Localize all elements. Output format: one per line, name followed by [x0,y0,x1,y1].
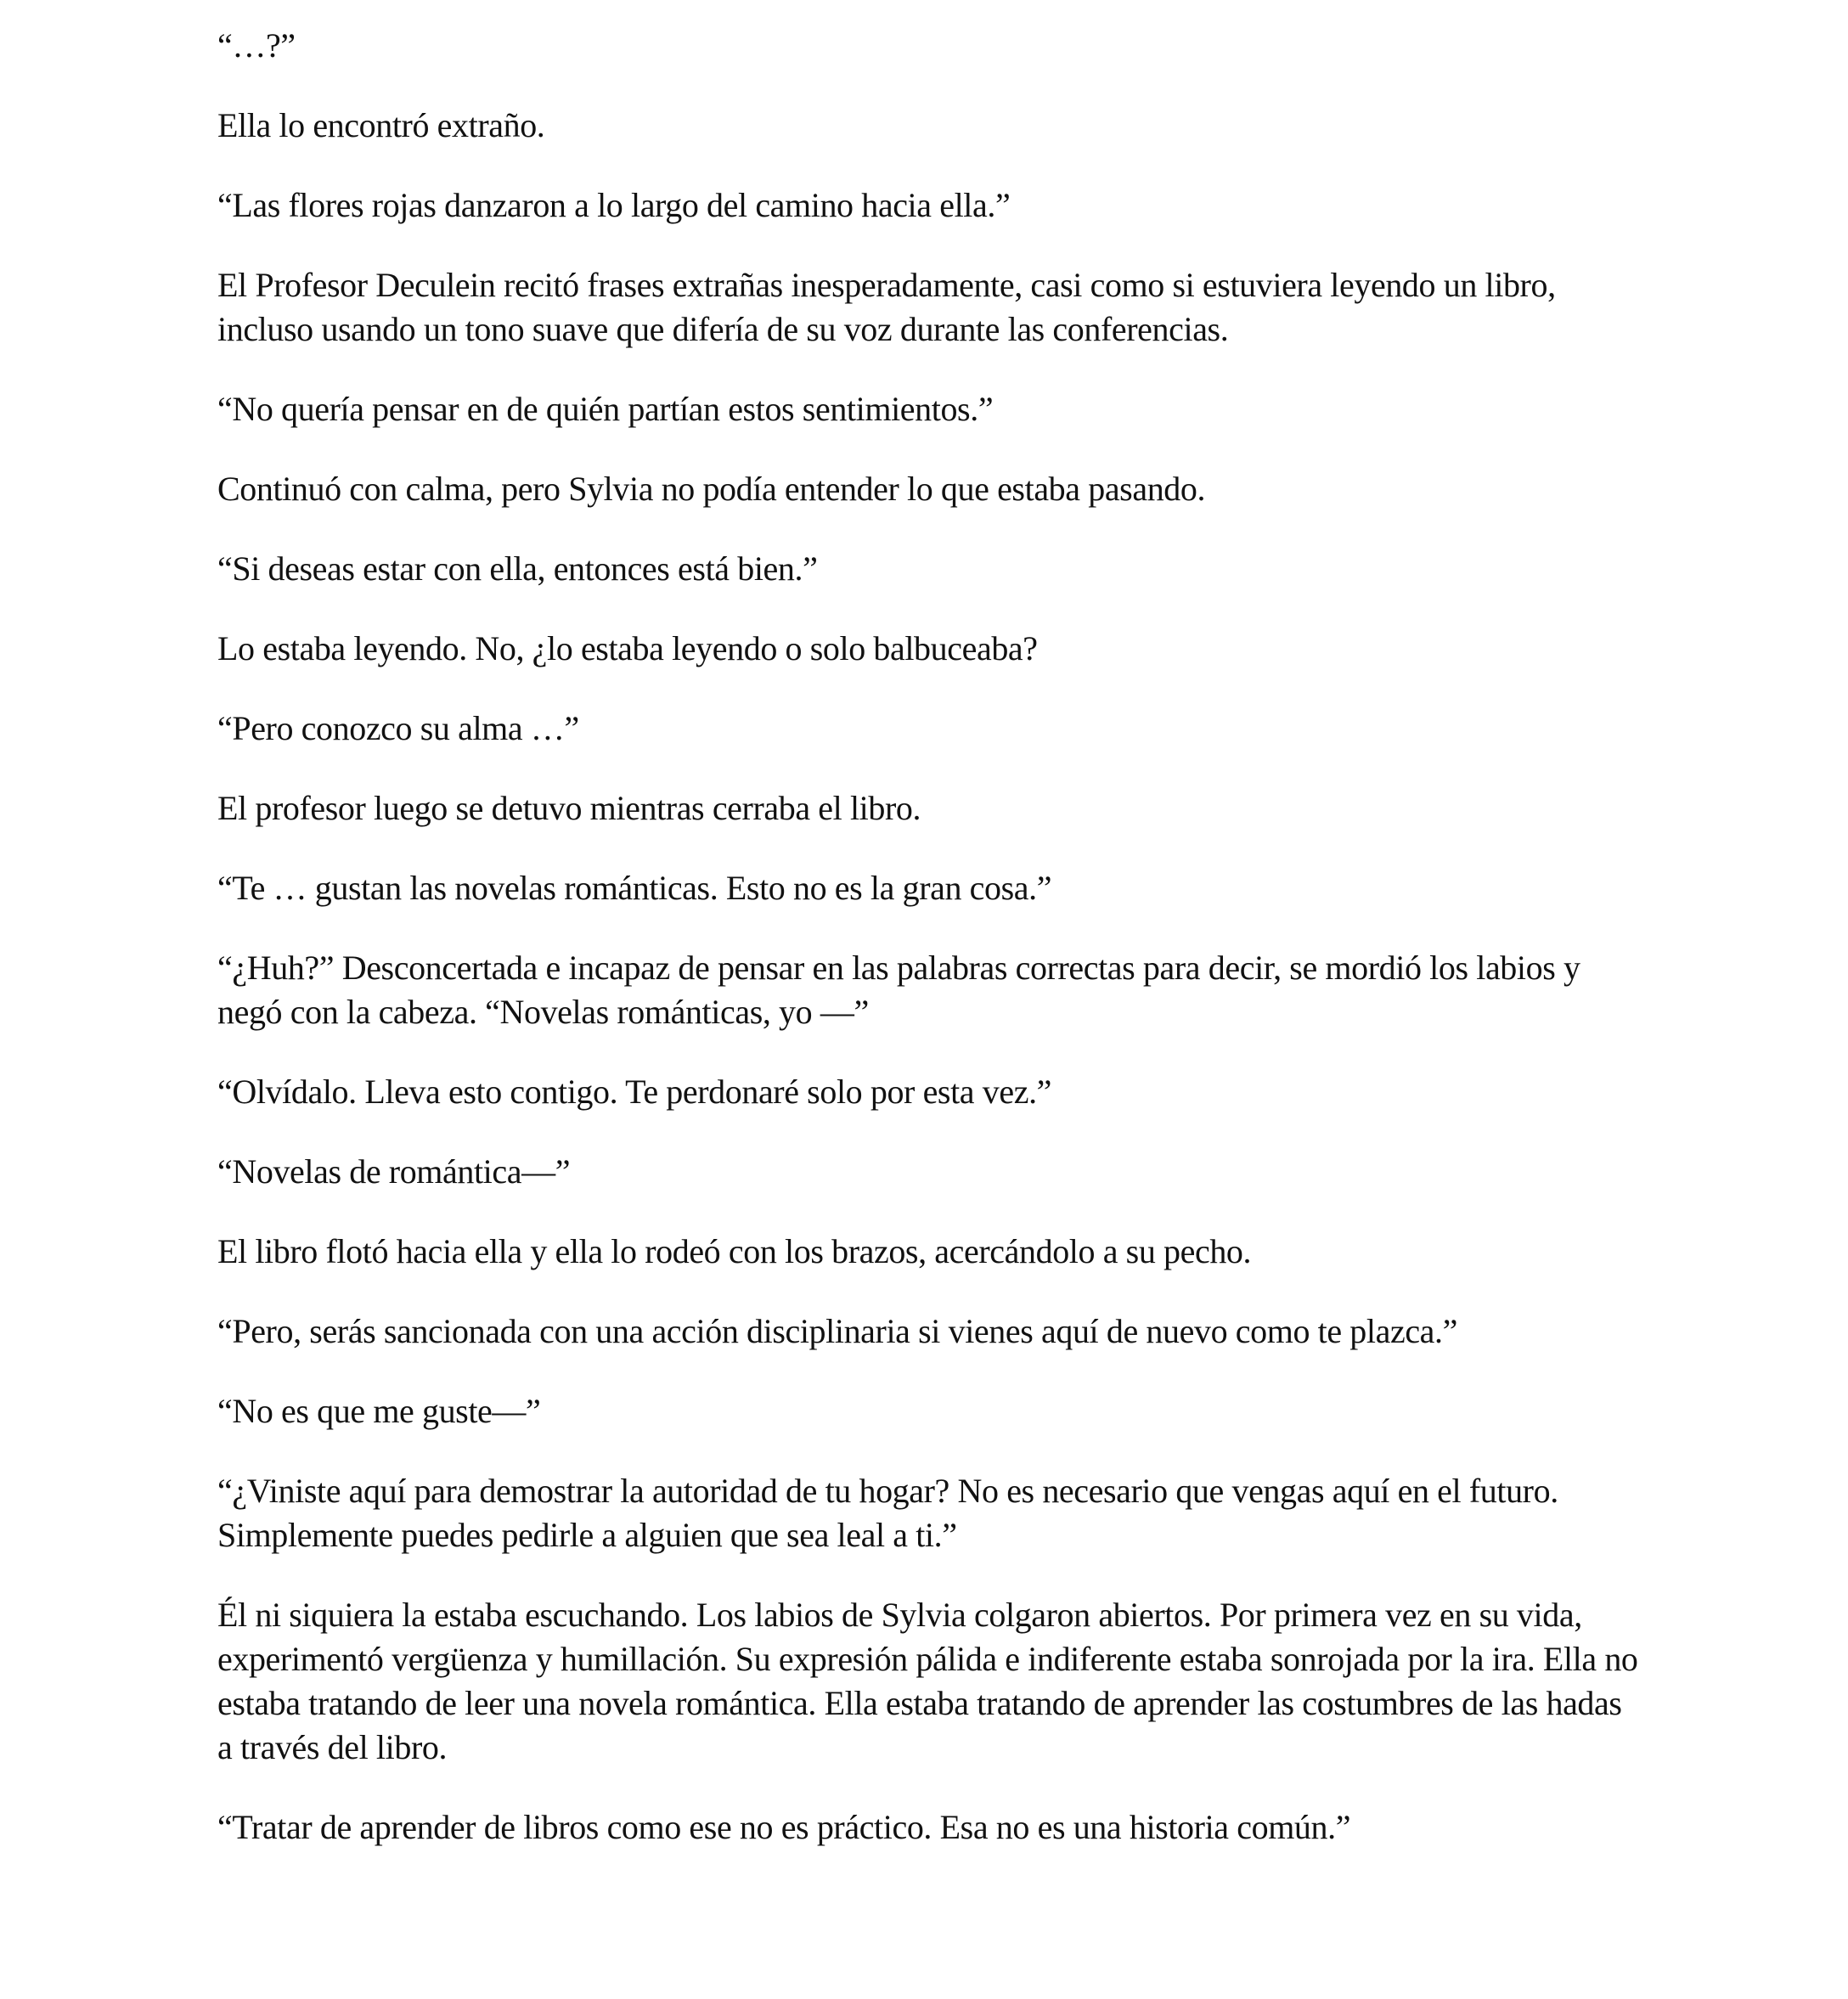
paragraph: “Las flores rojas danzaron a lo largo del camino hacia ella.” [217,186,1011,224]
document-page [217,24,1644,1885]
paragraph: “Olvídalo. Lleva esto contigo. Te perdonaré solo por esta vez.” [217,1073,1052,1111]
paragraph: Continuó con calma, pero Sylvia no podía entender lo que estaba pasando. [217,470,1206,508]
paragraph: “No es que me guste—” [217,1392,541,1430]
paragraph: Él ni siquiera la estaba escuchando. Los labios de Sylvia colgaron abiertos. Por primera vez en su vida, experimentó vergüenza y humillación. Su expresión pálida e indiferente estaba sonrojada por la ira. Ella no estaba tratando de leer una novela romántica. Ella estaba tratando de aprender las costumbres de las hadas a través del libro. [217,1596,1638,1766]
paragraph: El profesor luego se detuvo mientras cerraba el libro. [217,789,921,827]
paragraph: “¿Huh?” Desconcertada e incapaz de pensar en las palabras correctas para decir, se mordió los labios y negó con la cabeza. “Novelas románticas, yo —” [217,949,1580,1031]
paragraph: “…?” [217,26,296,65]
paragraph: El Profesor Deculein recitó frases extrañas inesperadamente, casi como si estuviera leyendo un libro, incluso usando un tono suave que difería de su voz durante las conferencias. [217,266,1556,348]
paragraph: Ella lo encontró extraño. [217,106,545,144]
paragraph: “Novelas de romántica—” [217,1152,571,1191]
paragraph: “Te … gustan las novelas románticas. Esto no es la gran cosa.” [217,869,1052,907]
paragraph: “Pero conozco su alma …” [217,709,579,747]
paragraph: “¿Viniste aquí para demostrar la autoridad de tu hogar? No es necesario que vengas aquí en el futuro. Simplemente puedes pedirle a alguien que sea leal a ti.” [217,1472,1558,1554]
paragraph: “Si deseas estar con ella, entonces está bien.” [217,549,818,588]
paragraph: “Tratar de aprender de libros como ese no es práctico. Esa no es una historia común.” [217,1808,1351,1846]
paragraph: Lo estaba leyendo. No, ¿lo estaba leyendo o solo balbuceaba? [217,629,1038,667]
paragraph: El libro flotó hacia ella y ella lo rodeó con los brazos, acercándolo a su pecho. [217,1232,1252,1270]
paragraph: “Pero, serás sancionada con una acción disciplinaria si vienes aquí de nuevo como te plazca.” [217,1312,1457,1350]
paragraph: “No quería pensar en de quién partían estos sentimientos.” [217,390,994,428]
